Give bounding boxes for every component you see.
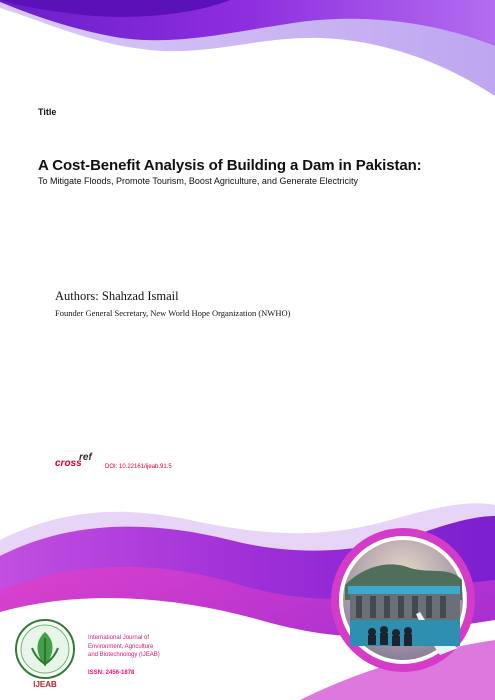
paper-subtitle: To Mitigate Floods, Promote Tourism, Boost Agriculture, and Generate Electricity [38, 176, 358, 186]
issn: ISSN: 2456-1878 [88, 670, 135, 676]
logo-text: IJEAB [33, 680, 57, 689]
dam-photo-icon [331, 528, 475, 672]
paper-title: A Cost-Benefit Analysis of Building a Dam in Pakistan: [38, 157, 422, 174]
journal-name [88, 634, 160, 660]
journal-line-1: International Journal of [88, 635, 150, 641]
affiliation: Founder General Secretary, New World Hope Organization (NWHO) [55, 308, 291, 318]
journal-line-3: and Biotechnology (IJEAB) [88, 652, 160, 658]
section-label: Title [38, 107, 57, 117]
authors: Authors: Shahzad Ismail [55, 289, 179, 303]
crossref-logo-right: ref [79, 452, 92, 463]
crossref-logo-left: cross [55, 458, 82, 469]
ijeab-leaf-logo-icon [14, 618, 76, 692]
journal-line-2: Environment, Agriculture [88, 643, 154, 650]
doi-link[interactable]: DOI: 10.22161/ijeab.91.5 [105, 464, 172, 470]
